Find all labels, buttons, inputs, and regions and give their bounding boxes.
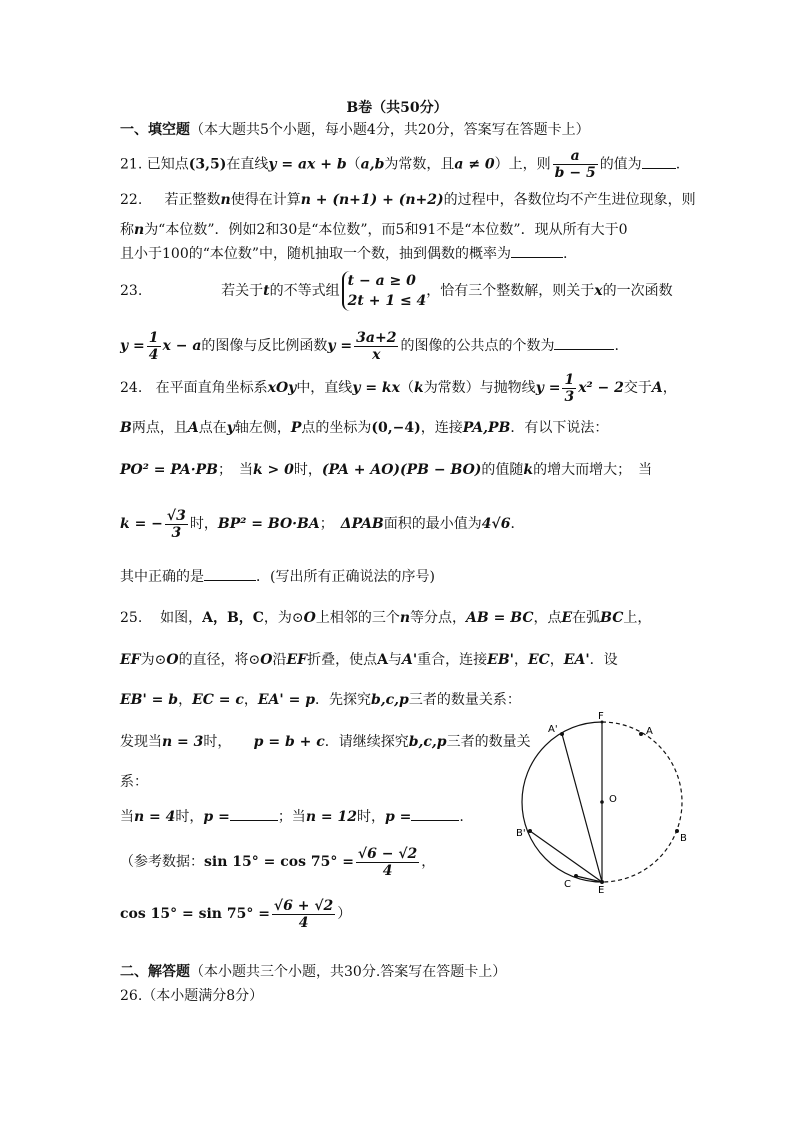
text: 时， <box>356 809 385 825</box>
question-25-line1 <box>120 608 651 628</box>
math: A <box>651 380 663 396</box>
point-b1 <box>528 829 532 833</box>
section-heading-answer <box>120 962 506 982</box>
text: ，点 <box>533 610 562 626</box>
text: ， <box>243 692 258 708</box>
answer-blank <box>554 335 614 350</box>
text: . <box>614 338 619 354</box>
text: 时， <box>293 462 322 478</box>
denominator: 4 <box>298 914 309 931</box>
label-b: B <box>680 833 687 844</box>
text: （ <box>346 156 361 173</box>
math: 4√6 <box>481 516 511 532</box>
text: 发现当 <box>120 734 162 750</box>
math: sin 15° = cos 75° = <box>204 854 354 870</box>
math: A <box>377 652 388 668</box>
math: a,b <box>360 156 385 173</box>
text: 上， <box>623 610 652 626</box>
math: O <box>303 610 316 626</box>
text: 时， <box>175 809 204 825</box>
text: 若关于 <box>221 283 264 299</box>
numerator: 1 <box>564 371 575 388</box>
numerator: 3a+2 <box>356 329 397 346</box>
math: b,c,p <box>370 692 409 708</box>
text: ．先探究 <box>314 692 371 708</box>
fraction <box>356 846 419 879</box>
math: n = 4 <box>134 809 176 825</box>
text: 称 <box>120 222 134 238</box>
circle-folding-figure <box>510 710 700 895</box>
text: 且小于100的“本位数”中，随机抽取一个数，抽到偶数的概率为 <box>120 246 512 262</box>
question-23-line2 <box>120 326 619 366</box>
q-number: 23. <box>120 283 143 299</box>
math: y = <box>535 380 561 396</box>
denominator: 4 <box>148 346 159 363</box>
text: 的图像与反比例函数 <box>201 338 328 354</box>
text: ）上，则 <box>494 156 551 173</box>
text: ， <box>513 652 528 668</box>
math: O <box>166 652 179 668</box>
math: t <box>263 283 270 299</box>
text: 的值为 <box>599 156 642 173</box>
question-22-line1 <box>120 190 696 210</box>
label-a1: A' <box>548 724 558 735</box>
numerator: √6 + √2 <box>273 897 334 914</box>
question-25-line2 <box>120 650 618 670</box>
point-c <box>574 874 578 878</box>
text: 为⊙ <box>140 652 167 668</box>
math: k <box>523 462 534 478</box>
text: 的直径，将⊙ <box>178 652 261 668</box>
label-e: E <box>598 885 605 895</box>
math: BC <box>600 610 624 626</box>
text: 折叠，使点 <box>307 652 378 668</box>
text: 如图， <box>160 610 203 626</box>
solid-arc <box>522 722 602 882</box>
text: 两点，且 <box>131 420 188 436</box>
label-c: C <box>564 879 571 890</box>
question-25-line3 <box>120 690 521 710</box>
text: 面积的最小值为 <box>383 516 482 532</box>
text: ．设 <box>589 652 618 668</box>
text: 的增大而增大； 当 <box>533 462 653 478</box>
text: 的一次函数 <box>602 283 673 299</box>
chord-eb1 <box>530 831 602 882</box>
point-a1 <box>560 732 564 736</box>
numerator: 1 <box>148 329 159 346</box>
denominator: 3 <box>564 388 575 405</box>
math: BP² = BO·BA <box>217 516 320 532</box>
text: （ <box>399 380 414 396</box>
text: 其中正确的是 <box>120 569 204 585</box>
numerator: √3 <box>166 507 186 524</box>
math: EA' = p <box>257 692 315 708</box>
question-24-line3 <box>120 460 652 480</box>
page-title: B卷（共50分） <box>346 100 448 116</box>
math: n <box>134 222 145 238</box>
fraction <box>553 148 598 181</box>
math: a ≠ 0 <box>454 156 495 173</box>
math: A，B，C <box>202 610 264 626</box>
point-o <box>600 800 604 804</box>
text: 时， <box>189 516 218 532</box>
math: PA,PB <box>462 420 511 436</box>
question-25-line6 <box>120 806 464 827</box>
text: 为常数，且 <box>384 156 455 173</box>
math: n = 3 <box>162 734 204 750</box>
text: ， <box>178 692 193 708</box>
inequality-system <box>342 271 427 311</box>
text: 的不等式组 <box>269 283 340 299</box>
text: 三者的数量关 <box>446 734 531 750</box>
math: A' <box>402 652 418 668</box>
text: ；当 <box>277 809 306 825</box>
text: . <box>675 156 681 173</box>
math: EF <box>286 652 308 668</box>
math: p = b + c <box>253 734 325 750</box>
text: 与 <box>388 652 402 668</box>
text: 等分点， <box>410 610 467 626</box>
math: EB' <box>487 652 514 668</box>
label-f: F <box>598 711 604 722</box>
math: n + (n+1) + (n+2) <box>300 192 444 208</box>
inequality-2: 2t + 1 ≤ 4 <box>347 293 427 309</box>
text: ，恰有三个整数解，则关于 <box>426 283 595 299</box>
label-o: O <box>609 794 617 805</box>
math: EF <box>120 652 141 668</box>
question-25-ref1 <box>120 842 435 882</box>
math: EC = c <box>192 692 244 708</box>
text: 上相邻的三个 <box>315 610 400 626</box>
math: B <box>120 420 132 436</box>
text: 使得在计算 <box>230 192 301 208</box>
math: EC <box>527 652 550 668</box>
fraction <box>562 372 576 405</box>
denominator: x <box>372 346 381 363</box>
text: ，连接 <box>420 420 463 436</box>
math: xOy <box>267 380 297 396</box>
math: x − a <box>162 338 202 354</box>
math: (PA + AO)(PB − BO) <box>321 462 482 478</box>
math: p = <box>203 809 230 825</box>
math: y = ax + b <box>268 156 347 173</box>
section-note: （本小题共三个小题，共30分.答案写在答题卡上） <box>190 964 507 980</box>
point-a <box>639 732 643 736</box>
text: ； 当 <box>217 462 253 478</box>
denominator: 3 <box>171 524 182 541</box>
text: （参考数据： <box>120 854 204 870</box>
math: cos 15° = sin 75° = <box>120 906 270 922</box>
text: 的图像的公共点的个数为 <box>400 338 555 354</box>
text: 在直线 <box>226 156 269 173</box>
text: 系： <box>120 774 148 790</box>
math: y = kx <box>352 380 400 396</box>
text: 的过程中，各数位均不产生进位现象，则 <box>443 192 696 208</box>
math: ΔPAB <box>340 516 384 532</box>
question-22-line3 <box>120 243 568 264</box>
text: ，为⊙ <box>263 610 304 626</box>
text: 在弧 <box>572 610 601 626</box>
math: y <box>226 420 235 436</box>
math: A <box>187 420 199 436</box>
text: ． <box>510 516 525 532</box>
question-23-line1 <box>120 268 673 314</box>
question-24-line1 <box>120 368 677 408</box>
text: 中，直线 <box>296 380 353 396</box>
math: y = <box>120 338 145 354</box>
q-number: 25. <box>120 610 143 626</box>
text: 轴左侧， <box>234 420 291 436</box>
chord-ea1 <box>562 734 602 882</box>
answer-blank <box>642 154 676 169</box>
text: 沿 <box>272 652 287 668</box>
text: 重合，连接 <box>417 652 488 668</box>
section-title: 一、填空题 <box>120 122 190 138</box>
math: E <box>561 610 573 626</box>
math: P <box>290 420 302 436</box>
text: 已知点 <box>146 156 189 173</box>
numerator: a <box>553 148 598 165</box>
section-note: （本大题共5个小题，每小题4分，共20分，答案写在答题卡上） <box>190 122 590 138</box>
question-24-answer-line <box>120 566 435 587</box>
math: y = <box>327 338 353 354</box>
math: x <box>594 283 603 299</box>
fraction <box>147 330 161 363</box>
text: 点在 <box>198 420 227 436</box>
fraction <box>354 330 398 363</box>
math: k > 0 <box>252 462 294 478</box>
math: x² − 2 <box>578 380 624 396</box>
text: ） <box>337 906 352 922</box>
math: k <box>413 380 424 396</box>
section-heading-fill-blank <box>120 120 590 140</box>
text: 的值随 <box>481 462 524 478</box>
math: n = 12 <box>305 809 357 825</box>
text: . <box>563 246 568 262</box>
numerator: √6 − √2 <box>357 845 418 862</box>
answer-blank <box>230 806 278 821</box>
math: p = <box>384 809 412 825</box>
denominator: b − 5 <box>554 165 596 181</box>
question-22-line2 <box>120 220 627 240</box>
math: AB = BC <box>466 610 534 626</box>
label-b1: B' <box>516 828 526 839</box>
math: n <box>220 192 231 208</box>
question-25-ref2 <box>120 894 351 934</box>
question-24-line4 <box>120 504 524 544</box>
q-number: 24. <box>120 380 143 396</box>
point-e <box>600 880 604 884</box>
fraction <box>165 508 188 541</box>
math: PO² = PA·PB <box>120 462 218 478</box>
q-number: 21. <box>120 156 143 173</box>
math: k = − <box>120 516 163 532</box>
text: ， <box>662 380 677 396</box>
text: 当 <box>120 809 134 825</box>
q-number: 22. <box>120 192 143 208</box>
label-a: A <box>646 726 653 737</box>
text: ， <box>549 652 564 668</box>
text: 为“本位数”．例如2和30是“本位数”，而5和91不是“本位数”．现从所有大于0 <box>144 222 628 238</box>
text: ．有以下说法： <box>510 420 609 436</box>
point-b <box>675 829 679 833</box>
text: ， <box>421 854 436 870</box>
inequality-1: t − a ≥ 0 <box>347 273 416 289</box>
answer-blank <box>204 566 256 581</box>
text: 在平面直角坐标系 <box>155 380 268 396</box>
answer-blank <box>511 243 563 258</box>
math: O <box>260 652 273 668</box>
question-26: 26.（本小题满分8分） <box>120 988 264 1004</box>
text: 点的坐标为 <box>301 420 372 436</box>
math: (3,5) <box>188 156 227 173</box>
fraction <box>272 898 335 931</box>
answer-blank <box>411 806 459 821</box>
math: EA' <box>563 652 590 668</box>
text: ； <box>319 516 341 532</box>
math: (0,−4) <box>371 420 421 436</box>
math: n <box>399 610 411 626</box>
question-24-line2 <box>120 418 608 438</box>
text: ．(写出所有正确说法的序号) <box>256 569 435 585</box>
text: 为常数）与抛物线 <box>423 380 536 396</box>
question-21 <box>120 148 680 181</box>
text: 时， <box>203 734 232 750</box>
text: 交于 <box>623 380 652 396</box>
math: b,c,p <box>408 734 447 750</box>
text: ．请继续探究 <box>324 734 409 750</box>
question-25-line4 <box>120 732 531 752</box>
text: 若正整数 <box>164 192 221 208</box>
text: . <box>459 809 464 825</box>
math: EB' = b <box>120 692 179 708</box>
denominator: 4 <box>382 862 393 879</box>
text: 三者的数量关系： <box>408 692 521 708</box>
question-25-line5 <box>120 772 148 792</box>
section-title: 二、解答题 <box>120 964 190 980</box>
